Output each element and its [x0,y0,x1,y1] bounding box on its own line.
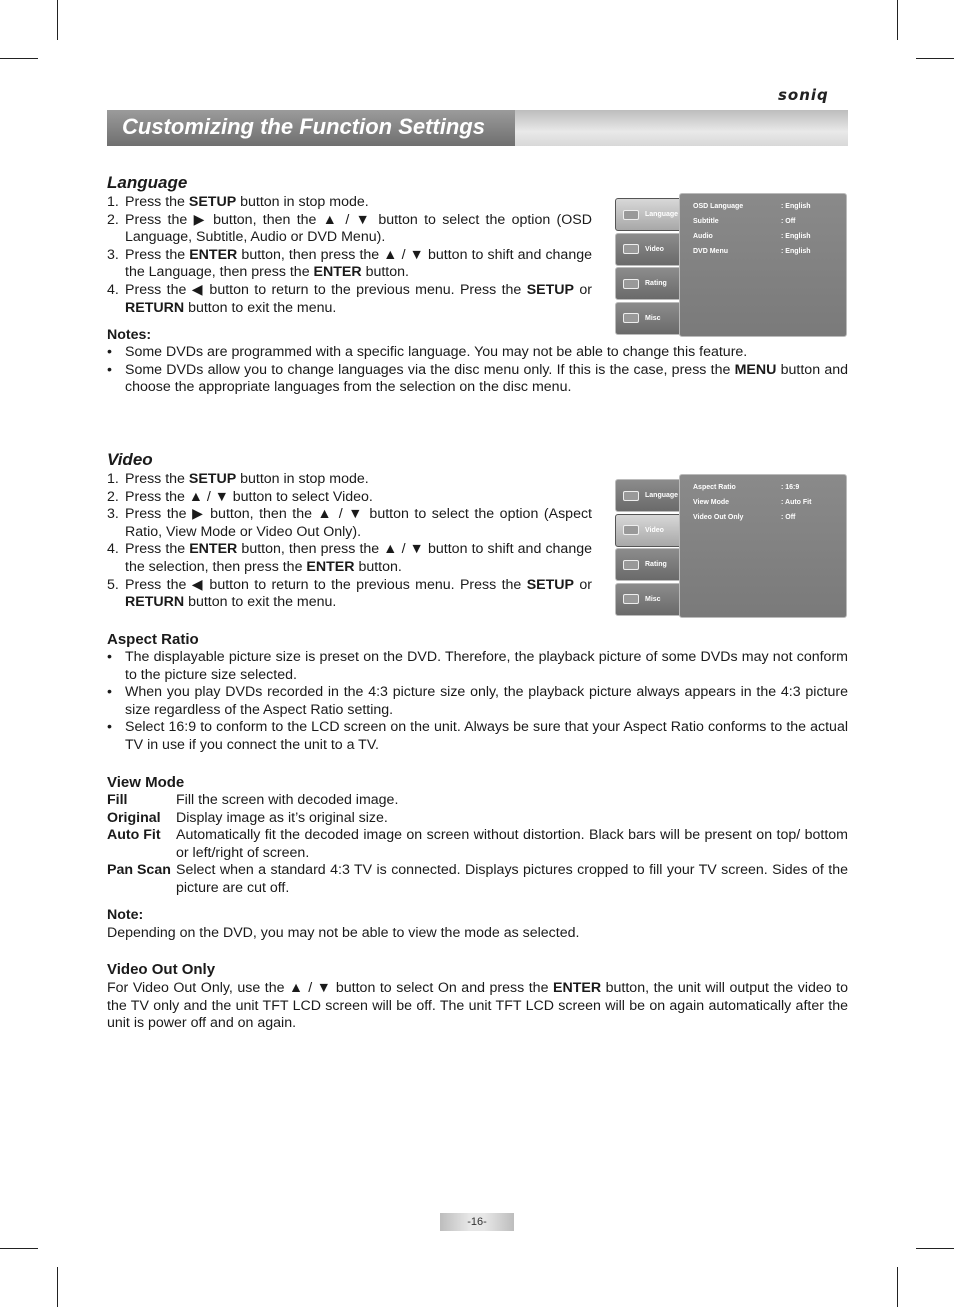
osd-option-value: : 16:9 [781,484,800,491]
view-mode-definition: Display image as it’s original size. [176,809,388,826]
osd-option-value: : Off [781,218,796,225]
crop-mark [897,0,898,40]
bold-term: ENTER [189,246,238,263]
osd-option-label: Video Out Only [693,514,744,521]
step-item: 1. Press the SETUP button in stop mode. [107,471,369,487]
osd-option-value: : Auto Fit [781,499,812,506]
view-mode-heading: View Mode [107,774,185,791]
step-item: 3. Press the ▶ button, then the ▲ / ▼ button to select the option (Aspect Ratio, View Mode or Video Out Only). [107,506,592,540]
step-item: 1. Press the SETUP button in stop mode. [107,194,369,210]
language-icon [623,210,639,220]
osd-tab-label: Rating [645,280,667,287]
osd-option[interactable] [693,514,843,521]
osd-tab-label: Misc [645,595,661,603]
aspect-ratio-list [107,649,848,755]
view-mode-term: Auto Fit [107,827,161,844]
view-mode-definition: Fill the screen with decoded image. [176,792,399,808]
step-item: 5. Press the ◀ button to return to the previous menu. Press the SETUP or RETURN button to exit the menu. [107,576,592,611]
bullet-item: • Some DVDs allow you to change languages via the disc menu only. If this is the case, press the MENU button and choose the appropriate languages from the selection on the disc menu. [107,361,848,396]
bold-term: ENTER [553,980,602,996]
bullet-item: • Select 16:9 to conform to the LCD screen on the unit. Always be sure that your Aspect Ratio conforms to the actual TV in use if you connect the unit to a TV. [107,719,848,753]
bullet-icon: • [107,649,112,665]
step-number: 2. [107,211,119,228]
view-mode-item [107,827,848,862]
rating-icon [623,279,639,289]
osd-tabs [615,198,681,336]
misc-icon [623,594,639,604]
step-item: 2. Press the ▶ button, then the ▲ / ▼ button to select the option (OSD Language, Subtitle, Audio or DVD Menu). [107,211,592,246]
video-osd-menu [615,474,847,618]
view-mode-term: Original [107,809,161,826]
language-heading: Language [107,173,188,192]
step-item: 3. Press the ENTER button, then press the ▲ / ▼ button to shift and change the Language, then press the ENTER button. [107,246,592,281]
view-mode-term: Pan Scan [107,862,171,879]
osd-option[interactable] [693,499,843,506]
bold-term: SETUP [188,471,237,487]
view-mode-item [107,792,848,810]
osd-tab-video[interactable] [615,233,681,266]
language-osd-menu [615,193,847,337]
brand-logo: soniq [778,86,829,104]
bold-term: RETURN [125,299,185,316]
osd-tab-label: Language [645,211,679,218]
step-number: 4. [107,541,119,558]
osd-option-value: : Off [781,514,796,521]
video-heading: Video [107,450,153,469]
view-mode-item [107,862,848,897]
osd-tab-video[interactable] [615,514,681,547]
page-title: Customizing the Function Settings [122,114,485,139]
crop-mark [897,1267,898,1307]
page-number: -16- [440,1213,514,1231]
osd-panel [679,474,847,618]
bullet-icon: • [107,684,112,701]
osd-tab-label: Video [645,245,664,253]
view-mode-note: Depending on the DVD, you may not be able to view the mode as selected. [107,925,580,941]
video-icon [623,244,639,254]
language-icon [623,491,639,501]
crop-mark [0,1248,38,1249]
bullet-icon: • [107,719,112,736]
language-notes [107,344,848,397]
video-out-only-text: For Video Out Only, use the ▲ / ▼ button to select On and press the ENTER button, the unit will output the video to the TV only and the unit TFT LCD screen will be off. The unit TFT LCD screen will be on again automatically after the unit is power off and on again. [107,980,849,1032]
bold-term: MENU [734,361,777,378]
language-notes-label: Notes: [107,327,152,343]
osd-tab-misc[interactable] [615,302,681,335]
step-item: 4. Press the ENTER button, then press the ▲ / ▼ button to shift and change the selection, then press the ENTER button. [107,541,592,575]
osd-option-value: : English [781,203,811,210]
osd-option-label: View Mode [693,499,730,506]
step-number: 1. [107,194,119,210]
bold-term: SETUP [526,281,575,298]
bold-term: RETURN [125,594,185,611]
osd-option-label: DVD Menu [693,248,728,255]
bullet-icon: • [107,361,112,378]
osd-option[interactable] [693,248,843,255]
video-icon [623,525,639,535]
osd-option[interactable] [693,218,843,225]
osd-option-label: Audio [693,233,713,240]
osd-tab-misc[interactable] [615,583,681,616]
osd-tab-rating[interactable] [615,548,681,581]
bold-term: ENTER [313,264,362,281]
view-mode-item [107,810,848,828]
bullet-item: • The displayable picture size is preset on the DVD. Therefore, the playback picture of some DVDs may not conform to the picture size selected. [107,649,848,683]
video-steps [107,471,592,612]
crop-mark [916,1248,954,1249]
osd-option[interactable] [693,484,843,491]
step-number: 2. [107,488,119,505]
view-mode-term: Fill [107,792,128,808]
step-number: 3. [107,506,119,523]
crop-mark [0,58,38,59]
view-mode-definition: Automatically fit the decoded image on screen without distortion. Black bars will be present on top/ bottom or left/right of screen. [176,827,848,861]
aspect-ratio-heading: Aspect Ratio [107,631,199,648]
osd-option[interactable] [693,233,843,240]
step-item: 2. Press the ▲ / ▼ button to select Video. [107,488,373,505]
osd-option-label: Subtitle [693,218,719,225]
bold-term: ENTER [189,541,238,558]
osd-panel [679,193,847,337]
bold-term: ENTER [306,558,355,575]
rating-icon [623,560,639,570]
osd-tab-label: Language [645,492,679,499]
step-number: 4. [107,281,119,298]
crop-mark [57,1267,58,1307]
view-mode-definition: Select when a standard 4:3 TV is connected. Displays pictures cropped to fill your TV screen. Sides of the picture are cut off. [176,862,848,896]
osd-option-label: OSD Language [693,203,744,210]
step-number: 1. [107,471,119,487]
osd-tab-label: Misc [645,314,661,322]
crop-mark [57,0,58,40]
bullet-item: • Some DVDs are programmed with a specific language. You may not be able to change this feature. [107,344,748,360]
view-mode-list [107,792,848,898]
crop-mark [916,58,954,59]
osd-tab-language[interactable] [615,479,681,512]
step-number: 3. [107,246,119,263]
step-item: 4. Press the ◀ button to return to the previous menu. Press the SETUP or RETURN button to exit the menu. [107,281,592,316]
osd-option-value: : English [781,233,811,240]
osd-tab-label: Video [645,526,664,534]
bullet-icon: • [107,344,112,360]
title-banner-label [107,110,515,148]
osd-tab-language[interactable] [615,198,681,231]
osd-tab-label: Rating [645,561,667,568]
osd-tab-rating[interactable] [615,267,681,300]
misc-icon [623,313,639,323]
osd-tabs [615,479,681,617]
bold-term: SETUP [188,194,237,210]
bold-term: SETUP [526,576,575,593]
osd-option[interactable] [693,203,843,210]
bullet-item: • When you play DVDs recorded in the 4:3 picture size only, the playback picture always appears in the 4:3 picture size regardless of the Aspect Ratio setting. [107,684,848,718]
language-steps [107,194,592,317]
osd-option-value: : English [781,248,811,255]
video-out-only-heading: Video Out Only [107,961,216,978]
view-mode-note-label: Note: [107,907,144,923]
osd-option-label: Aspect Ratio [693,484,736,491]
step-number: 5. [107,576,119,593]
